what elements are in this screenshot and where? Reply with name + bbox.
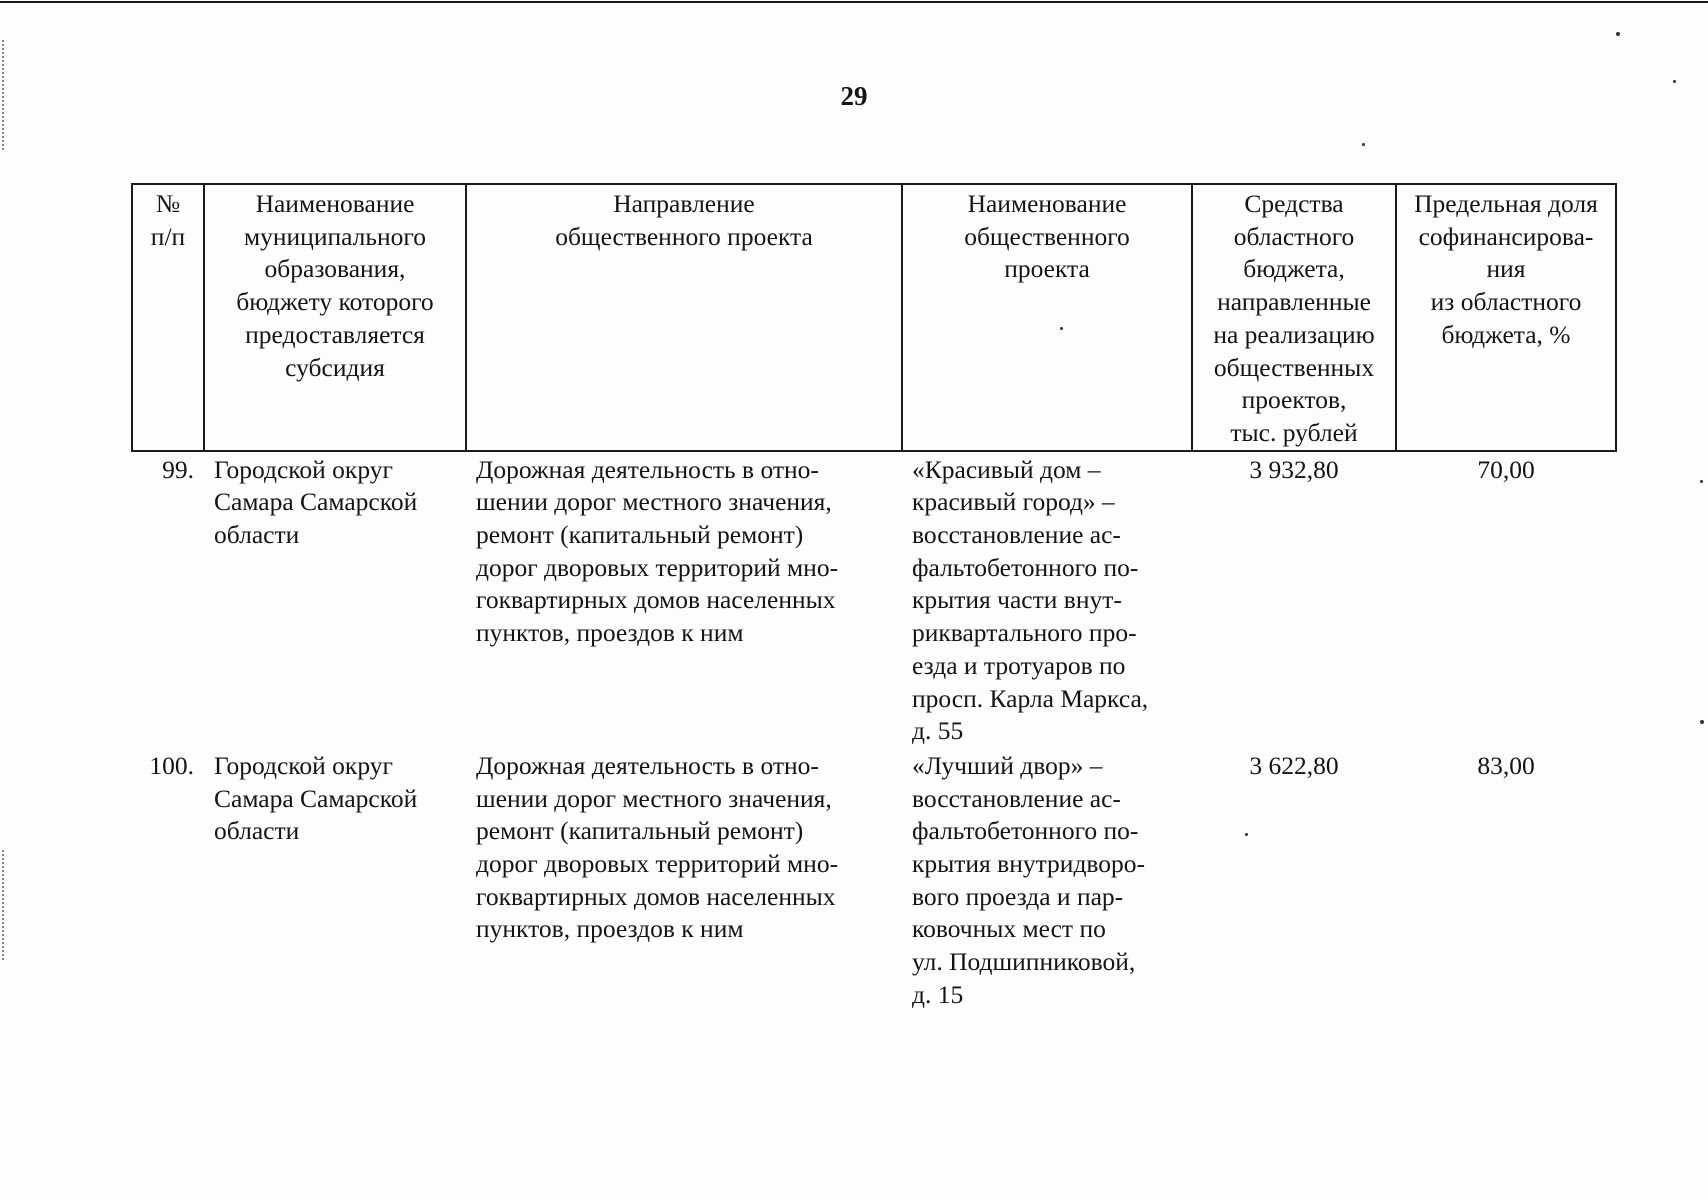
cell-num: 100. bbox=[149, 750, 194, 780]
scan-speck bbox=[1245, 833, 1248, 836]
cell-project: «Красивый дом – красивый город» – восстановление ас- фальтобетонного по- крытия части внут- риквартального про- езда и тротуаров по просп. Карла Маркса, д. 55 bbox=[912, 454, 1149, 746]
header-cell-funds: Средства областного бюджета, направленные на реализацию общественных проектов, тыс. рублей bbox=[1192, 184, 1396, 451]
scan-margin-noise bbox=[2, 850, 14, 960]
cell-share: 70,00 bbox=[1477, 454, 1535, 484]
cell-municipality: Городской округ Самара Самарской области bbox=[214, 454, 418, 550]
table-header-row bbox=[132, 184, 1616, 451]
subsidy-table bbox=[131, 183, 1617, 1012]
cell-project: «Лучший двор» – восстановление ас- фальтобетонного по- крытия внутридворо- вого проезда и пар- ковочных мест по ул. Подшипниковой, д. 15 bbox=[912, 750, 1146, 1009]
top-rule bbox=[0, 1, 1708, 3]
cell-funds: 3 932,80 bbox=[1249, 454, 1339, 484]
scan-speck bbox=[1700, 720, 1704, 724]
cell-direction: Дорожная деятельность в отно- шении дорог местного значения, ремонт (капитальный ремонт) дорог дворовых территорий мно- гоквартирных домов населенных пунктов, проездов к ним bbox=[476, 750, 839, 944]
cell-funds: 3 622,80 bbox=[1249, 750, 1339, 780]
header-cell-direction: Направление общественного проекта bbox=[466, 184, 902, 451]
header-cell-project: Наименование общественного проекта bbox=[902, 184, 1192, 451]
header-cell-share: Предельная доля софинансирова- ния из областного бюджета, % bbox=[1396, 184, 1616, 451]
page-number: 29 bbox=[840, 81, 868, 111]
header-cell-num: № п/п bbox=[132, 184, 204, 451]
cell-num: 99. bbox=[162, 454, 194, 484]
scan-speck bbox=[1700, 480, 1703, 483]
cell-direction: Дорожная деятельность в отно- шении дорог местного значения, ремонт (капитальный ремонт) дорог дворовых территорий мно- гоквартирных домов населенных пунктов, проездов к ним bbox=[476, 454, 839, 648]
cell-municipality: Городской округ Самара Самарской области bbox=[214, 750, 418, 846]
scan-speck bbox=[1060, 327, 1063, 330]
table-row bbox=[132, 451, 1616, 748]
scan-speck bbox=[1616, 32, 1620, 36]
cell-share: 83,00 bbox=[1477, 750, 1535, 780]
table-row bbox=[132, 748, 1616, 1012]
scan-speck bbox=[1362, 143, 1365, 146]
scan-speck bbox=[1673, 80, 1676, 83]
header-cell-municipality: Наименование муниципального образования, бюджету которого предоставляется субсидия bbox=[204, 184, 466, 451]
